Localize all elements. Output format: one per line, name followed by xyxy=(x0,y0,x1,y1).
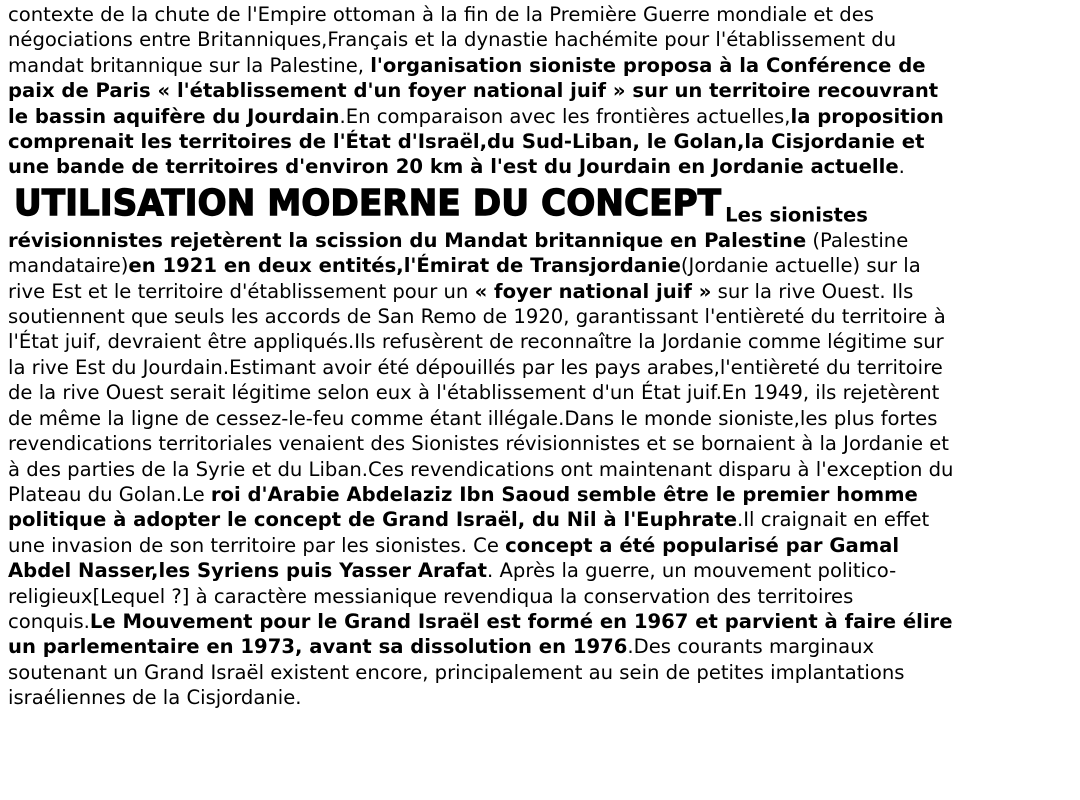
intro-bold-1: l'organisation sioniste proposa à la Conférence de paix de Paris « l'établissement d'un foyer national juif » sur un territoire recouvrant le bassin aquifère du Jourdain xyxy=(8,53,939,128)
intro-text-1: contexte de la chute de l'Empire ottoman à la fin de la Première Guerre mondiale et des négociations entre Britanniques,Français et la dynastie hachémite pour l'établissement du mandat britannique sur la Palestine, xyxy=(8,3,897,77)
body-bold-1: Les sionistes révisionnistes rejetèrent la scission du Mandat britannique en Palestine xyxy=(8,203,868,252)
body-text-6: .Des courants marginaux soutenant un Grand Israël existent encore, principalement au sein de petites implantations israéliennes de la Cisjordanie. xyxy=(8,635,905,710)
section-heading: UTILISATION MODERNE DU CONCEPT xyxy=(14,182,722,224)
body-bold-6: Le Mouvement pour le Grand Israël est formé en 1967 et parvient à faire élire un parlementaire en 1973, avant sa dissolution en 1976 xyxy=(8,609,953,659)
intro-text-2: .En comparaison avec les frontières actuelles, xyxy=(339,104,791,128)
article-text xyxy=(8,2,960,711)
body-bold-5: concept a été popularisé par Gamal Abdel Nasser,les Syriens puis Yasser Arafat xyxy=(8,533,900,583)
body-bold-3: « foyer national juif » xyxy=(474,279,712,303)
intro-bold-2: la proposition comprenait les territoires de l'État d'Israël,du Sud-Liban, le Golan,la Cisjordanie et une bande de territoires d'environ 20 km à l'est du Jourdain en Jordanie actuelle xyxy=(8,104,944,179)
body-text-4: .Il craignait en effet une invasion de son territoire par les sionistes. Ce xyxy=(8,508,930,557)
body-text-5: . Après la guerre, un mouvement politico-religieux[Lequel ?] à caractère messianique revendiqua la conservation des territoires conquis. xyxy=(8,559,897,633)
body-bold-2: en 1921 en deux entités,l'Émirat de Transjordanie xyxy=(128,254,681,278)
body-text-2: (Jordanie actuelle) sur la rive Est et le territoire d'établissement pour un xyxy=(8,254,921,303)
body-paragraph xyxy=(8,180,960,711)
body-text-3: sur la rive Ouest. Ils soutiennent que seuls les accords de San Remo de 1920, garantissant l'entièreté du territoire à l'État juif, devraient être appliqués.Ils refusèrent de reconnaître la Jordanie comme légitime sur la rive Est du Jourdain.Estimant avoir été dépouillés par les pays arabes,l'entièreté du territoire de la rive Ouest serait légitime selon eux à l'établissement d'un État juif.En 1949, ils rejetèrent de même la ligne de cessez-le-feu comme étant illégale.Dans le monde sioniste,les plus fortes revendications territoriales venaient des Sionistes révisionnistes et se bornaient à la Jordanie et à des parties de la Syrie et du Liban.Ces revendications ont maintenant disparu à l'exception du Plateau du Golan.Le xyxy=(8,279,954,506)
intro-text-3: . xyxy=(898,155,905,179)
body-bold-4: roi d'Arabie Abdelaziz Ibn Saoud semble être le premier homme politique à adopter le concept de Grand Israël, du Nil à l'Euphrate xyxy=(8,482,918,532)
body-text-1: (Palestine mandataire) xyxy=(8,228,909,278)
intro-paragraph xyxy=(8,2,960,180)
